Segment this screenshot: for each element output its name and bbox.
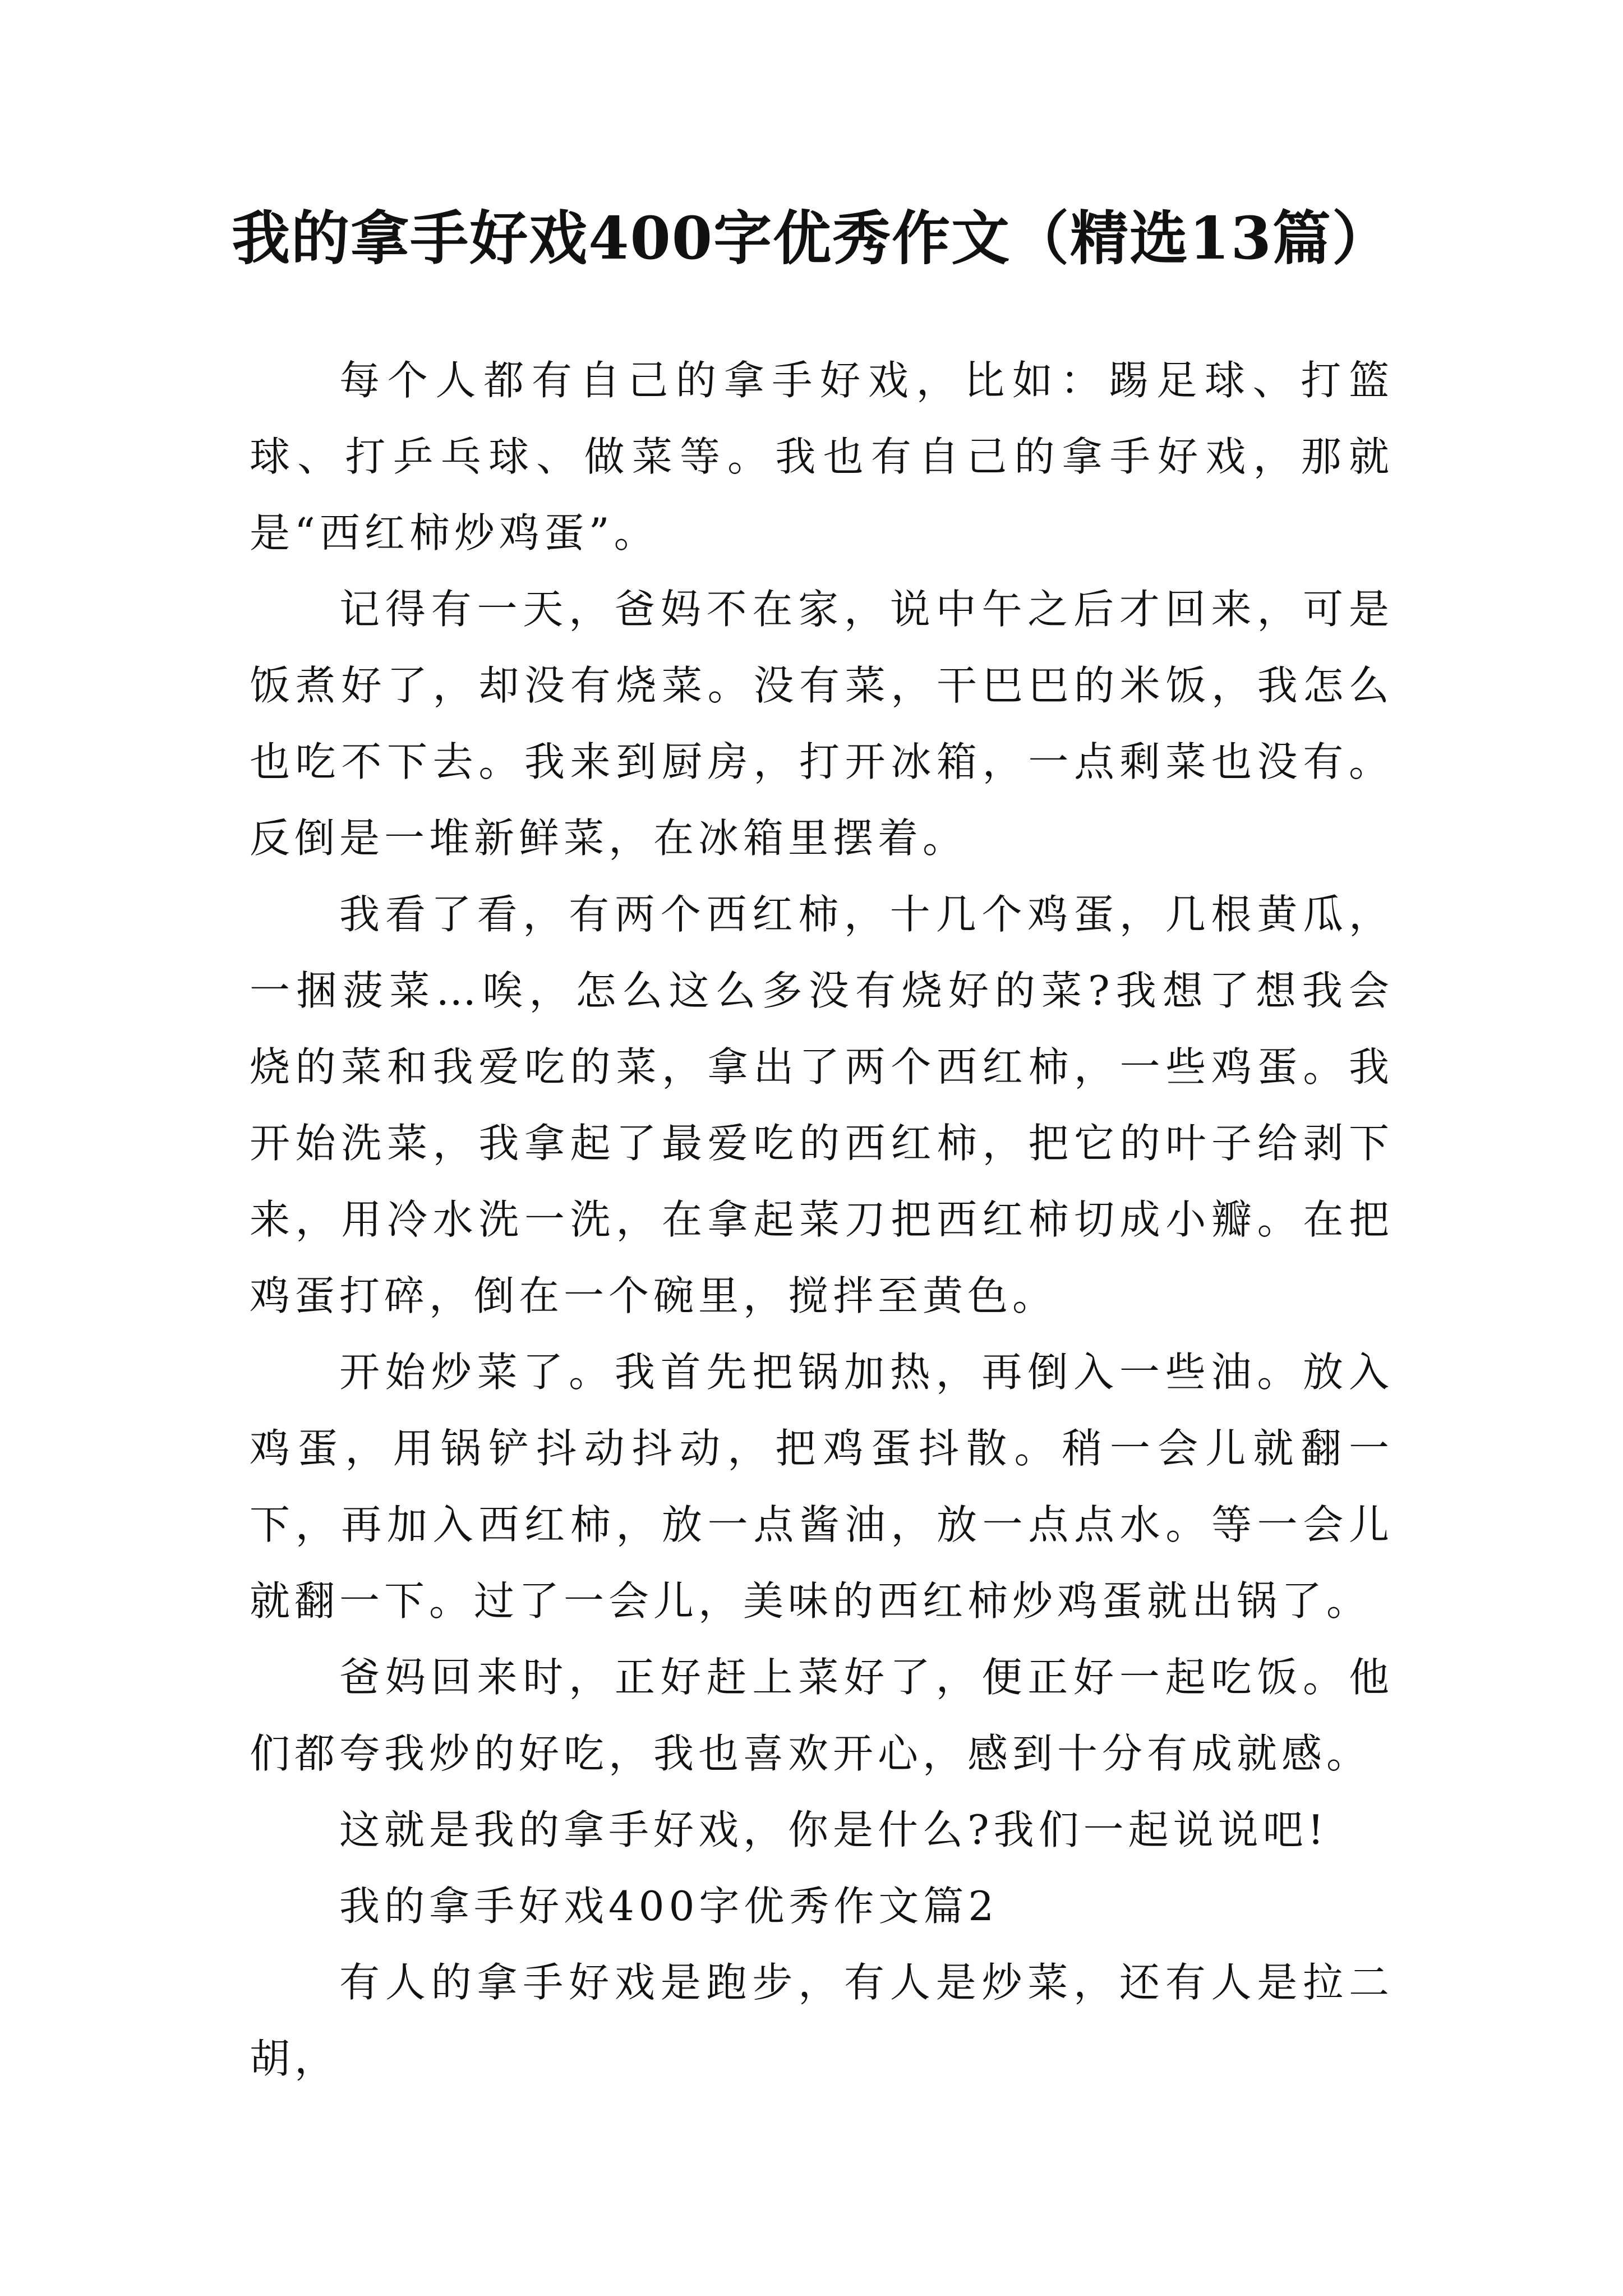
document-title: 我的拿手好戏400字优秀作文（精选13篇） <box>232 204 1391 273</box>
paragraph-1: 每个人都有自己的拿手好戏，比如：踢足球、打篮球、打乒乓球、做菜等。我也有自己的拿手好戏，那就是“西红柿炒鸡蛋”。 <box>250 357 1394 556</box>
paragraph-5: 爸妈回来时，正好赶上菜好了，便正好一起吃饭。他们都夸我炒的好吃，我也喜欢开心，感到十分有成就感。 <box>250 1654 1394 1777</box>
section-heading: 我的拿手好戏400字优秀作文篇2 <box>339 1883 999 1930</box>
paragraph-2: 记得有一天，爸妈不在家，说中午之后才回来，可是饭煮好了，却没有烧菜。没有菜，干巴巴的米饭，我怎么也吃不下去。我来到厨房，打开冰箱，一点剩菜也没有。反倒是一堆新鲜菜，在冰箱里摆着。 <box>250 586 1394 862</box>
paragraph-6: 这就是我的拿手好戏，你是什么?我们一起说说吧! <box>339 1806 1329 1853</box>
paragraph-7: 有人的拿手好戏是跑步，有人是炒菜，还有人是拉二胡， <box>250 1959 1394 2082</box>
document-body <box>250 342 1394 2097</box>
paragraph-3: 我看了看，有两个西红柿，十几个鸡蛋，几根黄瓜，一捆菠菜…唉，怎么这么多没有烧好的菜?我想了想我会烧的菜和我爱吃的菜，拿出了两个西红柿，一些鸡蛋。我开始洗菜，我拿起了最爱吃的西红柿，把它的叶子给剥下来，用冷水洗一洗，在拿起菜刀把西红柿切成小瓣。在把鸡蛋打碎，倒在一个碗里，搅拌至黄色。 <box>250 891 1394 1319</box>
paragraph-4: 开始炒菜了。我首先把锅加热，再倒入一些油。放入鸡蛋，用锅铲抖动抖动，把鸡蛋抖散。稍一会儿就翻一下，再加入西红柿，放一点酱油，放一点点水。等一会儿就翻一下。过了一会儿，美味的西红柿炒鸡蛋就出锅了。 <box>250 1349 1394 1625</box>
